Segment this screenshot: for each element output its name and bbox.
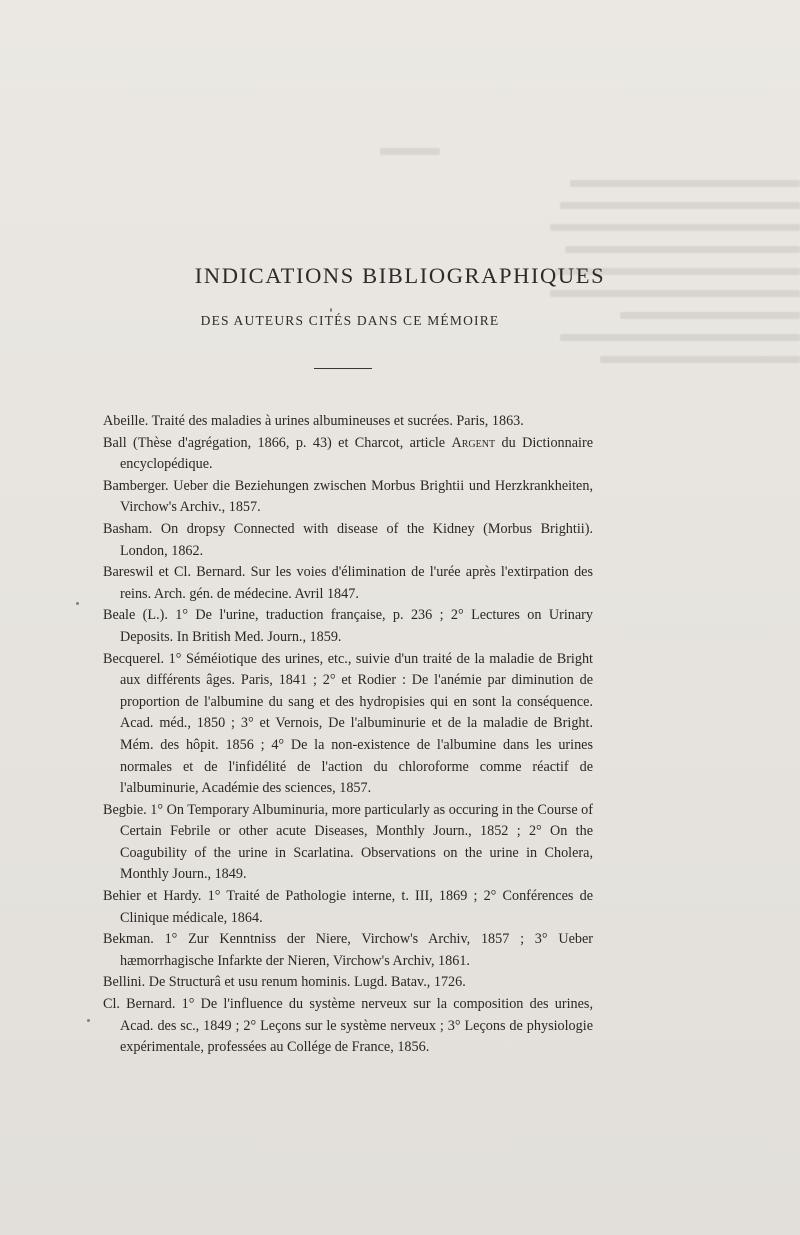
- bibliography-entry: Bareswil et Cl. Bernard. Sur les voies d'élimination de l'urée après l'extirpation des reins. Arch. gén. de médecine. Avril 1847.: [103, 564, 593, 602]
- page-subtitle: DES AUTEURS CITÉS DANS CE MÉMOIRE: [200, 313, 500, 328]
- bibliography-entry: Bekman. 1° Zur Kenntniss der Niere, Virchow's Archiv, 1857 ; 3° Ueber hæmorrhagische Infarkte der Nieren, Virchow's Archiv, 1861.: [103, 931, 593, 969]
- bibliography-entry: Cl. Bernard. 1° De l'influence du système nerveux sur la composition des urines, Acad. des sc., 1849 ; 2° Leçons sur le système nerveux ; 3° Leçons de physiologie expérimentale, professées au Collége de France, 1856.: [103, 996, 593, 1056]
- title-divider: [314, 368, 372, 369]
- bibliography-entry: Basham. On dropsy Connected with disease of the Kidney (Morbus Brightii). London, 1862.: [103, 520, 593, 559]
- entry-text: Ball (Thèse d'agrégation, 1866, p. 43) et Charcot, article: [103, 434, 452, 451]
- page-title: INDICATIONS BIBLIOGRAPHIQUES: [194, 263, 606, 288]
- bibliography-entry: Behier et Hardy. 1° Traité de Pathologie interne, t. III, 1869 ; 2° Conférences de Clinique médicale, 1864.: [103, 888, 593, 926]
- bibliography-entry: Bellini. De Structurâ et usu renum hominis. Lugd. Batav., 1726.: [103, 974, 466, 991]
- bibliography-entry: Becquerel. 1° Séméiotique des urines, etc., suivie d'un traité de la maladie de Bright aux différents âges. Paris, 1841 ; 2° et Rodier : De l'anémie par diminution de proportion de l'albumine du sang et des hydropisies qui en sont la conséquence. Acad. méd., 1850 ; 3° et Vernois, De l'albuminurie et de la maladie de Bright. Mém. des hôpit. 1856 ; 4° De la non-existence de l'albumine dans les urines normales et de l'infidélité de l'action du chloroforme comme réactif de l'albuminurie, Académie des sciences, 1857.: [103, 650, 593, 797]
- bibliography-entry: Bamberger. Ueber die Beziehungen zwischen Morbus Brightii und Herzkrankheiten, Virchow's Archiv., 1857.: [103, 477, 593, 516]
- entry-text: du Dictionnaire encyclopédique.: [120, 434, 593, 473]
- margin-speck: [76, 602, 79, 605]
- bibliography-entry: [103, 433, 593, 476]
- entry-smallcaps-term: Argent: [451, 434, 496, 451]
- margin-speck: [330, 308, 332, 312]
- bibliography-entry: Abeille. Traité des maladies à urines albumineuses et sucrées. Paris, 1863.: [103, 413, 524, 429]
- bibliography-entry: Begbie. 1° On Temporary Albuminuria, more particularly as occuring in the Course of Certain Febrile or other acute Diseases, Monthly Journ., 1852 ; 2° On the Coagubility of the urine in Scarlatina. Observations on the urine in Cholera, Monthly Journ., 1849.: [103, 801, 593, 883]
- bibliography-list: [103, 411, 593, 1059]
- bibliography-entry: Beale (L.). 1° De l'urine, traduction française, p. 236 ; 2° Lectures on Urinary Deposits. In British Med. Journ., 1859.: [103, 607, 593, 645]
- margin-speck: [87, 1019, 90, 1022]
